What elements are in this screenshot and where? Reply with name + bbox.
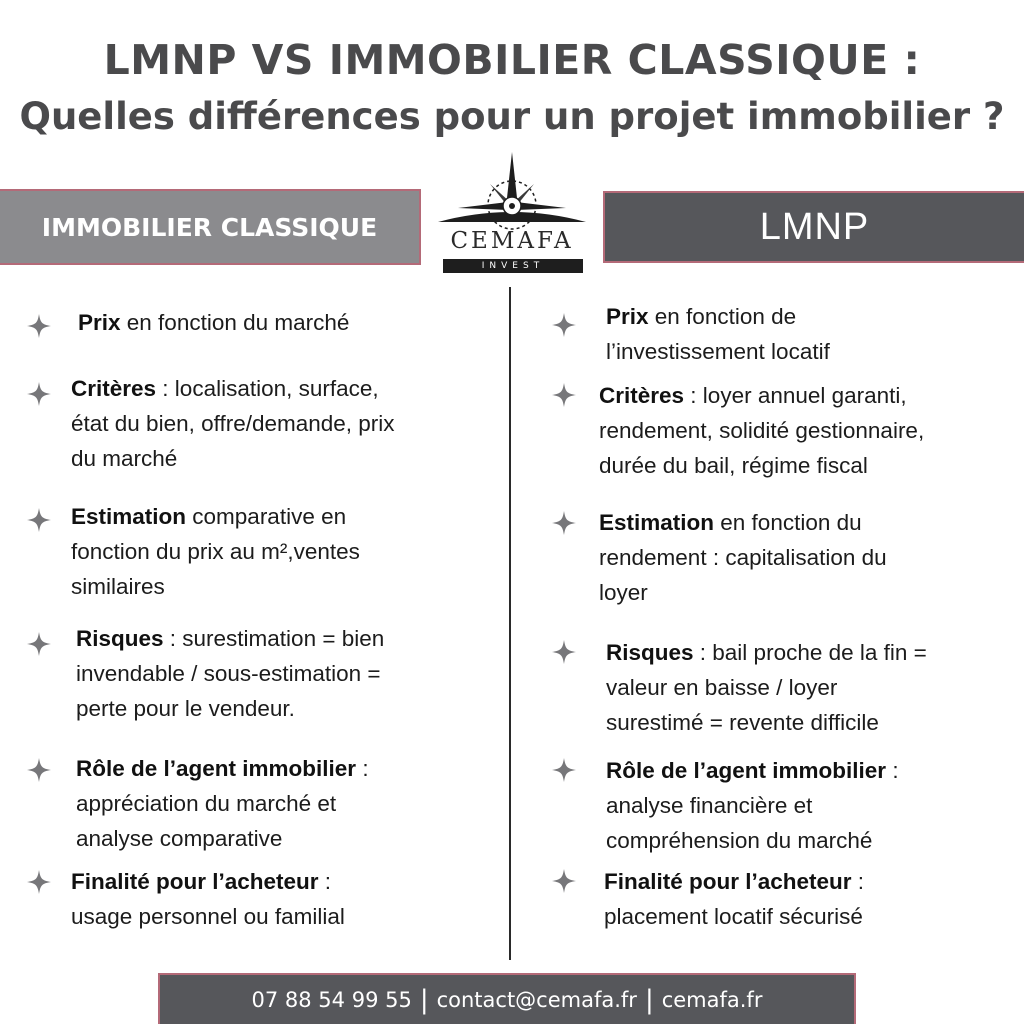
footer-website[interactable]: cemafa.fr [661,987,763,1012]
right-item-risques: Risques : bail proche de la fin = valeur en baisse / loyer surestimé = revente difficile [606,640,927,735]
cemafa-logo [428,150,596,276]
left-item-role-agent: Rôle de l’agent immobilier : appréciation du marché et analyse comparative [76,756,369,851]
contact-footer [158,973,856,1024]
four-point-star-icon [26,869,52,895]
four-point-star-icon [551,757,577,783]
right-item-role-agent: Rôle de l’agent immobilier : analyse financière et compréhension du marché [606,758,899,853]
footer-phone[interactable]: 07 88 54 99 55 [251,987,412,1012]
header-lmnp: LMNP [603,191,1024,263]
four-point-star-icon [551,382,577,408]
four-point-star-icon [26,757,52,783]
four-point-star-icon [26,507,52,533]
left-item-prix: Prix en fonction du marché [78,310,350,335]
right-item-criteres: Critères : loyer annuel garanti, rendement, solidité gestionnaire, durée du bail, régime fiscal [599,383,925,478]
header-immobilier-classique: IMMOBILIER CLASSIQUE [0,189,421,265]
column-divider [509,287,511,960]
four-point-star-icon [26,631,52,657]
logo-wordmark: CEMAFA [450,228,574,254]
page-subtitle: Quelles différences pour un projet immobilier ? [19,95,1005,138]
footer-separator: | [644,984,654,1015]
page-title: LMNP VS IMMOBILIER CLASSIQUE : [103,36,921,84]
footer-separator: | [419,984,429,1015]
four-point-star-icon [551,510,577,536]
right-item-prix: Prix en fonction de l’investissement locatif [606,304,830,364]
logo-subtitle: INVEST [443,259,583,273]
four-point-star-icon [26,313,52,339]
four-point-star-icon [551,868,577,894]
left-item-risques: Risques : surestimation = bien invendable / sous-estimation = perte pour le vendeur. [76,626,385,721]
four-point-star-icon [551,312,577,338]
footer-email[interactable]: contact@cemafa.fr [436,987,637,1012]
four-point-star-icon [26,381,52,407]
four-point-star-icon [551,639,577,665]
left-item-finalite: Finalité pour l’acheteur : usage personnel ou familial [71,869,345,929]
right-item-estimation: Estimation en fonction du rendement : capitalisation du loyer [599,510,887,605]
right-item-finalite: Finalité pour l’acheteur : placement locatif sécurisé [604,869,865,929]
left-item-criteres: Critères : localisation, surface, état du bien, offre/demande, prix du marché [71,376,395,471]
compass-star-icon [428,150,596,230]
left-item-estimation: Estimation comparative en fonction du prix au m²,ventes similaires [71,504,360,599]
